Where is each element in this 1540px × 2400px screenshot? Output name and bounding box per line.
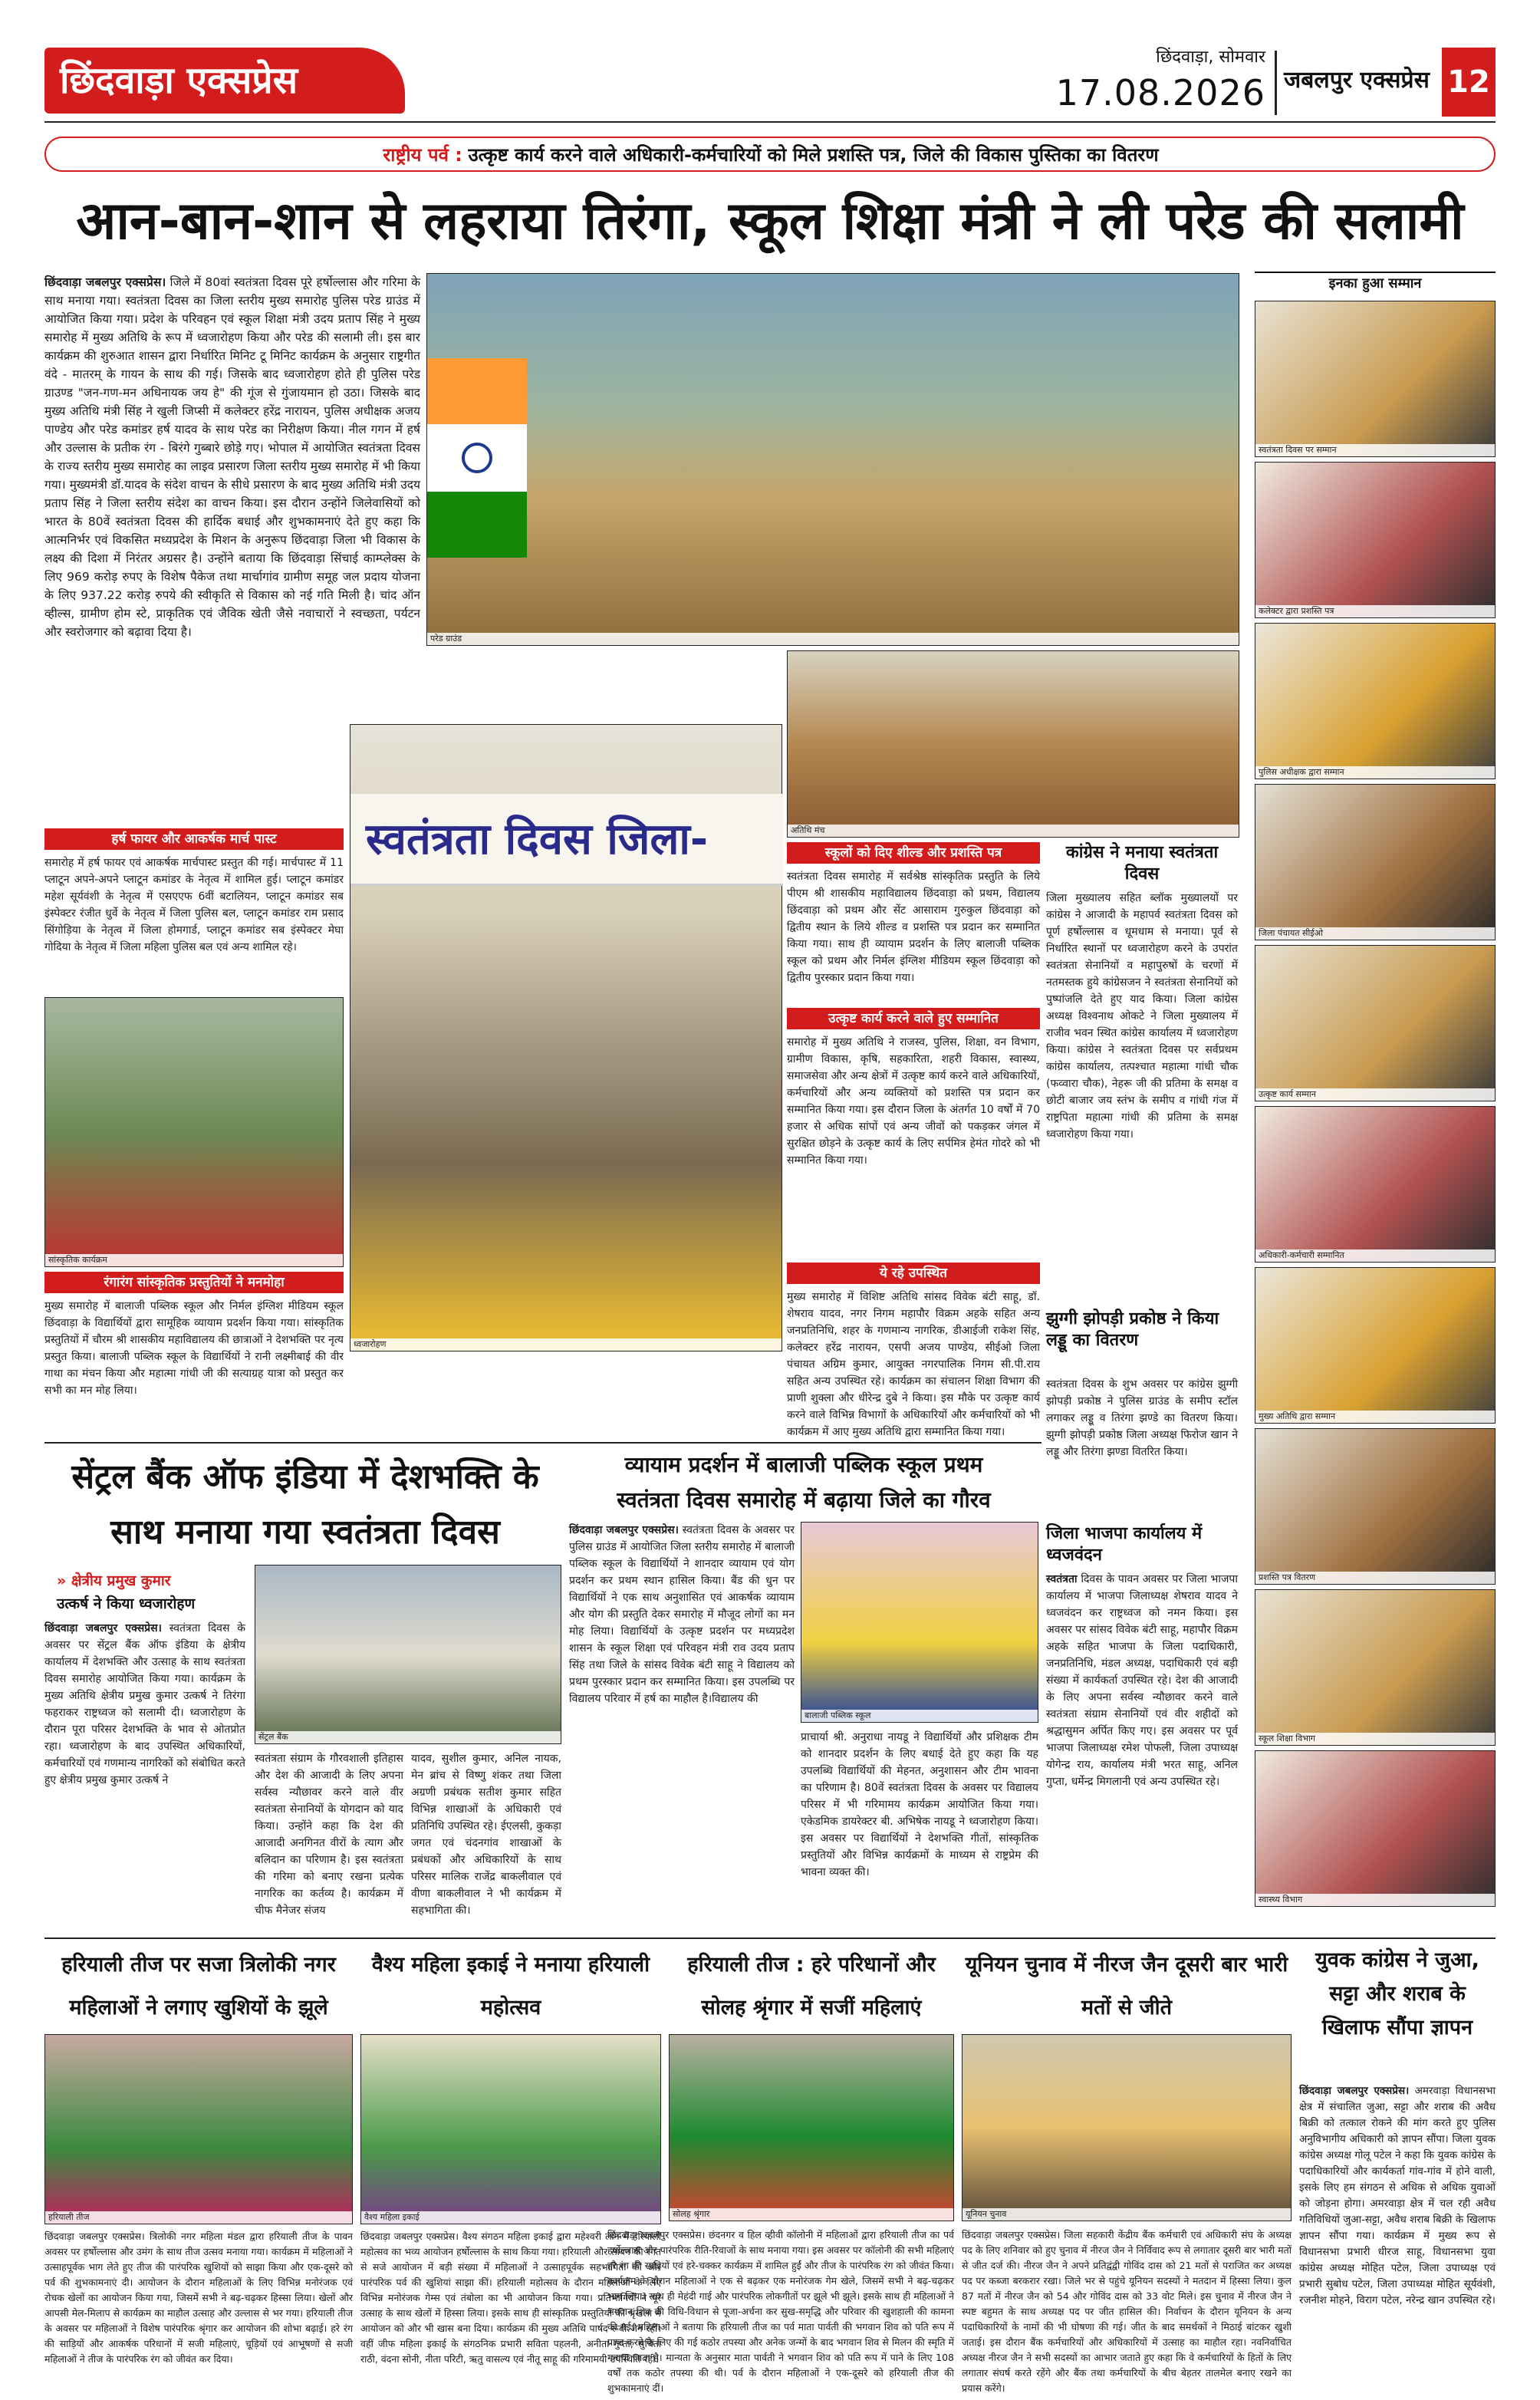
honor-photo bbox=[1255, 1750, 1496, 1907]
bottom-top-rule bbox=[44, 1937, 1496, 1939]
honor-photo-caption: कलेक्टर द्वारा प्रशस्ति पत्र bbox=[1255, 605, 1495, 617]
honor-photo bbox=[1255, 945, 1496, 1101]
union-photo-label: यूनियन चुनाव bbox=[962, 2208, 1291, 2221]
bank-subhead-2: उत्कर्ष ने किया ध्वजारोहण bbox=[57, 1595, 196, 1612]
honors-text: समारोह में मुख्य अतिथि ने राजस्व, पुलिस, शिक्षा, वन विभाग, ग्रामीण विकास, कृषि, सहकारिता, शहरी विकास, स्वास्थ्य, समाजसेवा और अन्य क्षेत्रों में उत्कृष्ट कार्य करने वाले अधिकारियों, कर्मचारियों और अन्य व्यक्तियों को प्रशस्ति पत्र प्रदान कर सम्मानित किया गया। इस दौरान जिला के अंतर्गत 10 वर्षों में 70 हजार से अधिक सांपों एवं अन्य जीवों को पकड़कर जंगल में सुरक्षित छोड़ने के उत्कृष्ट कार्य के लिए सर्पमित्र हेमंत गोदरे को भी सम्मानित किया गया। bbox=[787, 1036, 1040, 1167]
honor-photo bbox=[1255, 1589, 1496, 1746]
chakra-icon bbox=[462, 443, 492, 473]
honor-sidebar-title: इनका हुआ सम्मान bbox=[1328, 275, 1422, 291]
laddu-text: स्वतंत्रता दिवस के शुभ अवसर पर कांग्रेस झुग्गी झोपड़ी प्रकोष्ठ ने पुलिस ग्राउंड के समीप स्टॉल लगाकर लड्डू व तिरंगा झण्डे का वितरण किया। झुग्गी झोपड़ी प्रकोष्ठ जिला अध्यक्ष फिरोज खान ने लड्डू और तिरंगा झण्डा वितरित किया। bbox=[1046, 1378, 1238, 1458]
honor-photo bbox=[1255, 784, 1496, 940]
honor-photo-caption: जिला पंचायत सीईओ bbox=[1255, 927, 1495, 940]
masthead bbox=[0, 0, 1540, 129]
topic-banner-text bbox=[61, 140, 1480, 170]
stage-photo bbox=[787, 650, 1239, 838]
cultural-text: मुख्य समारोह में बालाजी पब्लिक स्कूल और निर्मल इंग्लिश मीडियम स्कूल छिंदवाड़ा के विद्यार्थियों द्वारा सामूहिक व्यायाम प्रदर्शन किया गया। सांस्कृतिक प्रस्तुतियों में चौरम श्री शासकीय महाविद्यालय की छात्राओं ने देशभक्ति पर नृत्य प्रस्तुत किया। बालाजी पब्लिक स्कूल के विद्यार्थियों ने रानी लक्ष्मीबाई की वीर गाथा का मंचन किया और महात्मा गांधी जी की सत्याग्रह यात्रा को प्रस्तुत कर सभी का मन मोह लिया। bbox=[44, 1300, 344, 1397]
trilok-photo bbox=[44, 2034, 353, 2224]
balaji-headline-2: स्वतंत्रता दिवस समारोह में बढ़ाया जिले का गौरव bbox=[617, 1487, 991, 1513]
parade-photo bbox=[426, 273, 1239, 646]
trilok-text: छिंदवाड़ा जबलपुर एक्सप्रेस। त्रिलोकी नगर महिला मंडल द्वारा हरियाली तीज के पावन अवसर पर हर्षोल्लास और उमंग के साथ तीज उत्सव मनाया गया। कार्यक्रम में महिलाओं ने उत्साहपूर्वक भाग लेते हुए तीज की पारंपरिक खुशियों को साझा किया और एक-दूसरे को पर्व की शुभकामनाएं दी। आयोजन के दौरान महिलाओं के लिए विभिन्न मनोरंजक एवं रोचक खेलों का आयोजन किया गया, जिसमें सभी ने बढ़-चढ़कर हिस्सा लिया। खेलों और आपसी मेल-मिलाप से कार्यक्रम का माहौल उत्साह और उल्लास से भर गया। हरियाली तीज के अवसर पर महिलाओं ने विशेष पारंपरिक श्रृंगार कर आयोजन की शोभा बढ़ाई। हरे रंग की साड़ियों और आकर्षक परिधानों में सजी महिलाएं, चूड़ियों एवं आभूषणों से सजी महिलाओं ने तीज के पारंपरिक रंग को जीवंत कर दिया। bbox=[44, 2230, 353, 2365]
bank-col-1-text: स्वतंत्रता दिवस के अवसर पर सेंट्रल बैंक ऑफ इंडिया के क्षेत्रीय कार्यालय में देशभक्ति और उत्साह के साथ स्वतंत्रता दिवस समारोह आयोजित किया गया। कार्यक्रम के मुख्य अतिथि क्षेत्रीय प्रमुख कुमार उत्कर्ष ने तिरंगा फहराकर राष्ट्रध्वज को सलामी दी। ध्वजारोहण के दौरान पूरा परिसर देशभक्ति के भाव से ओतप्रोत रहा। ध्वजारोहण के बाद उपस्थित अधिकारियों, कर्मचारियों एवं गणमान्य नागरिकों को संबोधित करते हुए क्षेत्रीय प्रमुख कुमार उत्कर्ष ने bbox=[44, 1622, 245, 1786]
balaji-col-1 bbox=[569, 1522, 795, 1931]
masthead-rule bbox=[44, 121, 1496, 123]
cultural-photo bbox=[44, 997, 344, 1267]
honor-photo bbox=[1255, 301, 1496, 457]
honor-photo bbox=[1255, 1106, 1496, 1263]
balaji-photo bbox=[801, 1522, 1038, 1723]
paper-name: जबलपुर एक्सप्रेस bbox=[1284, 67, 1430, 94]
union-text: छिंदवाड़ा जबलपुर एक्सप्रेस। जिला सहकारी केंद्रीय बैंक कर्मचारी एवं अधिकारी संघ के अध्यक्ष पद के लिए शनिवार को हुए चुनाव में नीरज जैन ने निर्विवाद रूप से लगातार दूसरी बार भारी मतों से जीत दर्ज की। नीरज जैन ने अपने प्रतिद्वंद्वी गोविंद दास को 21 मतों से पराजित कर अध्यक्ष पद पर कब्जा बरकरार रखा। जिले भर से पहुंचे यूनियन सदस्यों ने मतदान में हिस्सा लिया। कुल 87 मतों में नीरज जैन को 54 और गोविंद दास को 33 वोट मिले। इस चुनाव में नीरज जैन ने स्पष्ट बहुमत के साथ अध्यक्ष पद पर जीत हासिल की। निर्वाचन के दौरान यूनियन के अन्य पदाधिकारियों के नामों की भी घोषणा की गई। जीत के बाद समर्थकों ने मिठाई बांटकर खुशी जताई। इस दौरान बैंक कर्मचारियों और अधिकारियों में उत्साह का माहौल रहा। नवनिर्वाचित अध्यक्ष नीरज जैन ने सभी सदस्यों का आभार जताते हुए कहा कि वे कर्मचारियों के हितों के लिए लगातार संघर्ष करते रहेंगे और बैंक तथा कर्मचारियों के बीच बेहतर तालमेल बनाए रखने का प्रयास करेंगे। bbox=[962, 2229, 1292, 2394]
honor-photo bbox=[1255, 1267, 1496, 1424]
balaji-dateline: छिंदवाड़ा जबलपुर एक्सप्रेस। bbox=[569, 1524, 679, 1536]
balaji-col-2: प्राचार्या श्री. अनुराधा नायडू ने विद्यार्थियों और प्रशिक्षक टीम को शानदार प्रदर्शन के लिए बधाई देते हुए कहा कि यह उपलब्धि विद्यार्थियों की मेहनत, अनुशासन और टीम भावना का परिणाम है। 80वें स्वतंत्रता दिवस के अवसर पर विद्यालय परिसर में भी गरिमामय कार्यक्रम आयोजित किया गया। एकेडमिक डायरेक्टर बी. अभिषेक नायडू ने ध्वजारोहण किया। इस अवसर पर विद्यार्थियों ने देशभक्ति गीतों, सांस्कृतिक प्रस्तुतियों और विभिन्न कार्यक्रमों के माध्यम से राष्ट्रप्रेम की भावना व्यक्त की। bbox=[801, 1731, 1038, 1878]
bank-col-2: स्वतंत्रता संग्राम के गौरवशाली इतिहास और देश की आजादी के लिए अपना सर्वस्व न्यौछावर करने वाले वीर स्वतंत्रता सेनानियों के योगदान को याद किया। उन्होंने कहा कि देश की आजादी अनगिनत वीरों के त्याग और बलिदान का परिणाम है। इस स्वतंत्रता की गरिमा को बनाए रखना प्रत्येक नागरिक का कर्तव्य है। कार्यक्रम में चीफ मैनेजर संजय bbox=[255, 1753, 403, 1917]
honor-photo bbox=[1255, 623, 1496, 779]
bjp-body: दिवस के पावन अवसर पर जिला भाजपा कार्यालय में भाजपा जिलाध्यक्ष शेषराव यादव ने ध्वजवंदन कर राष्ट्रध्वज को नमन किया। इस अवसर पर सांसद विवेक बंटी साहू, महापौर विक्रम अहके सहित भाजपा के जिला पदाधिकारी, जनप्रतिनिधि, मंडल अध्यक्ष, पदाधिकारी एवं बड़ी संख्या में कार्यकर्ता उपस्थित रहे। देश की आजादी के लिए अपना सर्वस्व न्यौछावर करने वाले स्वतंत्रता संग्राम सेनानियों एवं वीर शहीदों को श्रद्धासुमन अर्पित किए गए। इस अवसर पर पूर्व भाजपा जिलाध्यक्ष रमेश पोफली, जिला उपाध्यक्ष योगेन्द्र राय, कार्यालय मंत्री भरत साहू, अनिल गुप्ता, धर्मेन्द्र मिगलानी एवं अन्य उपस्थित रहे। bbox=[1046, 1573, 1238, 1788]
honor-photo-caption: अधिकारी-कर्मचारी सम्मानित bbox=[1255, 1249, 1495, 1262]
balaji-headline-1: व्यायाम प्रदर्शन में बालाजी पब्लिक स्कूल प्रथम bbox=[624, 1452, 983, 1477]
present-text: मुख्य समारोह में विशिष्ट अतिथि सांसद विवेक बंटी साहू, डॉ. शेषराव यादव, नगर निगम महापौर विक्रम अहके सहित अन्य जनप्रतिनिधि, शहर के गणमान्य नागरिक, डीआईजी राकेश सिंह, कलेक्टर हरेंद्र नारायन, एसपी अजय पाण्डेय, सीईओ जिला पंचायत अग्रिम कुमार, आयुक्त नगरपालिक निगम सी.पी.राय सहित अन्य उपस्थित रहे। कार्यक्रम का संचालन शिक्षा विभाग की प्राणी शुक्ला और धीरेन्द्र दुबे ने किया। इस मौके पर उत्कृष्ट कार्य करने वाले विभिन्न विभागों के अधिकारियों और कर्मचारियों को भी कार्यक्रम में आए मुख्य अतिथि द्वारा सम्मानित किया गया। bbox=[787, 1291, 1040, 1438]
congress-heading: कांग्रेस ने मनाया स्वतंत्रता दिवस bbox=[1065, 843, 1219, 884]
vaishya-photo-label: वैश्य महिला इकाई bbox=[361, 2211, 660, 2224]
balaji-photo-label: बालाजी पब्लिक स्कूल bbox=[801, 1710, 1038, 1722]
bjp-dateline: स्वतंत्रता bbox=[1046, 1573, 1078, 1585]
vaishya-photo bbox=[360, 2034, 661, 2224]
youth-text bbox=[1299, 2083, 1496, 2382]
harsh-fire-heading: हर्ष फायर और आकर्षक मार्च पास्ट bbox=[44, 828, 344, 850]
honors-heading: उत्कृष्ट कार्य करने वाले हुए सम्मानित bbox=[787, 1008, 1040, 1029]
bank-top-rule bbox=[44, 1442, 1041, 1444]
bank-dateline: छिंदवाड़ा जबलपुर एक्सप्रेस। bbox=[44, 1622, 162, 1635]
main-headline: आन-बान-शान से लहराया तिरंगा, स्कूल शिक्षा मंत्री ने ली परेड की सलामी bbox=[76, 191, 1464, 252]
place-day: छिंदवाड़ा, सोमवार bbox=[1156, 48, 1265, 67]
bank-headline: सेंट्रल बैंक ऑफ इंडिया में देशभक्ति के साथ मनाया गया स्वतंत्रता दिवस bbox=[71, 1457, 539, 1552]
youth-headline: युवक कांग्रेस ने जुआ, सट्टा और शराब के खिलाफ सौंपा ज्ञापन bbox=[1315, 1948, 1479, 2040]
lead-dateline: छिंदवाड़ा जबलपुर एक्सप्रेस। bbox=[44, 275, 166, 289]
flag-hoisting-photo bbox=[350, 724, 782, 1351]
honor-photo-caption: पुलिस अधीक्षक द्वारा सम्मान bbox=[1255, 766, 1495, 779]
balaji-col-1-text: स्वतंत्रता दिवस के अवसर पर पुलिस ग्राउंड में आयोजित जिला स्तरीय समारोह में बालाजी पब्लिक स्कूल के विद्यार्थियों ने शानदार व्यायाम एवं योग प्रदर्शन कर प्रथम स्थान हासिल किया। बैंड की धुन पर विद्यार्थियों ने एक साथ अनुशासित एवं आकर्षक व्यायाम और योग की प्रस्तुति देकर समारोह में मौजूद लोगों का मन मोह लिया। विद्यार्थियों के उत्कृष्ट प्रदर्शन पर मध्यप्रदेश शासन के स्कूल शिक्षा एवं परिवहन मंत्री राव उदय प्रताप सिंह तथा जिले के सांसद विवेक बंटी साहू ने विद्यालय को प्रथम पुरस्कार प्रदान कर सम्मानित किया। इस उपलब्धि पर विद्यालय परिवार में हर्ष का माहौल है।विद्यालय की bbox=[569, 1524, 795, 1705]
trilok-headline: हरियाली तीज पर सजा त्रिलोकी नगर महिलाओं ने लगाए खुशियों के झूले bbox=[61, 1953, 336, 2020]
cultural-photo-label: सांस्कृतिक कार्यक्रम bbox=[45, 1254, 343, 1266]
honor-photo bbox=[1255, 1428, 1496, 1585]
honor-photo-caption: प्रशस्ति पत्र वितरण bbox=[1255, 1572, 1495, 1584]
teej-photo-label: सोलह श्रृंगार bbox=[670, 2208, 953, 2221]
trilok-photo-label: हरियाली तीज bbox=[45, 2211, 352, 2224]
present-heading: ये रहे उपस्थित bbox=[787, 1263, 1040, 1284]
honor-photo-caption: मुख्य अतिथि द्वारा सम्मान bbox=[1255, 1411, 1495, 1423]
youth-dateline: छिंदवाड़ा जबलपुर एक्सप्रेस। bbox=[1299, 2085, 1410, 2097]
bank-photo bbox=[255, 1565, 561, 1744]
shields-text: स्वतंत्रता दिवस समारोह में सर्वश्रेष्ठ सांस्कृतिक प्रस्तुति के लिये पीएम श्री शासकीय महाविद्यालय छिंदवाड़ा को प्रथम, विद्यालय छिंदवाड़ा को प्रथम और सेंट आसाराम गुरुकुल छिंदवाड़ा को द्वितीय स्थान के लिये शील्ड व प्रशस्ति पत्र प्रदान कर सम्मानित किया गया। साथ ही व्यायाम प्रदर्शन के लिए बालाजी पब्लिक स्कूल को प्रथम और निर्मल इंग्लिश मीडियम स्कूल छिंदवाड़ा को द्वितीय पुरस्कार प्रदान किया गया। bbox=[787, 871, 1040, 984]
honor-photo-caption: उत्कृष्ट कार्य सम्मान bbox=[1255, 1088, 1495, 1101]
section-title: छिंदवाड़ा एक्सप्रेस bbox=[60, 59, 298, 102]
parade-photo-label: परेड ग्राउंड bbox=[427, 633, 1239, 645]
event-banner-text: स्वतंत्रता दिवस जिला- bbox=[366, 815, 709, 864]
issue-date: 17.08.2026 bbox=[1055, 72, 1265, 114]
vaishya-text: छिंदवाड़ा जबलपुर एक्सप्रेस। वैश्य संगठन महिला इकाई द्वारा महेश्वरी लॉन में हरियाली महोत्सव का भव्य आयोजन हर्षोल्लास के साथ किया गया। हरियाली और सावन की रंगत से सजे आयोजन में बड़ी संख्या में महिलाओं ने उत्साहपूर्वक सहभागिता की और पारंपरिक पर्व की खुशियां साझा कीं। हरियाली महोत्सव के दौरान महिलाओं के लिए विभिन्न मनोरंजक गेम्स एवं तंबोला का भी आयोजन किया गया। प्रतिभागियों ने पूरे उत्साह के साथ खेलों में हिस्सा लिया। इसके साथ ही सांस्कृतिक प्रस्तुतियों की श्रृंखला में आयोजन को और भी खास बना दिया। कार्यक्रम की मुख्य अतिथि पार्षद रूबी जैन रहीं। वहीं जीफ महिला इकाई के संगठनिक प्रभारी सविता पहलनी, अनीता गुप्ता, सुचिता राठी, वंदना सोनी, नीता परिटी, ऋतु वासल्य एवं नीतू साहू की गरिमामयी उपस्थिति रही। bbox=[360, 2230, 661, 2365]
honor-photo-caption: स्वास्थ्य विभाग bbox=[1255, 1894, 1495, 1906]
vaishya-headline: वैश्य महिला इकाई ने मनाया हरियाली महोत्सव bbox=[371, 1953, 650, 2020]
masthead-divider bbox=[1275, 51, 1277, 115]
harsh-fire-text: समारोह में हर्ष फायर एवं आकर्षक मार्चपास्ट प्रस्तुत की गई। मार्चपास्ट में 11 प्लाटून अपने-अपने प्लाटून कमांडर के नेतृत्व में शामिल हुई। प्लाटून कमांडर महेश सूर्यवंशी के नेतृत्व में एसएएफ 6वीं बटालियन, प्लाटून कमांडर सब इंस्पेक्टर रंजीत धुर्वे के नेतृत्व में जिला पुलिस बल, प्लाटून कमांडर राम प्रसाद सिंगोड़िया के नेतृत्व में जिला होमगार्ड, प्लाटून कमांडर सब इंस्पेक्टर मेघा गोदिया के नेतृत्व में जिला महिला पुलिस बल एवं अन्य शामिल रहे। bbox=[44, 857, 344, 953]
bank-col-3: यादव, सुशील कुमार, अनिल नायक, मेन ब्रांच से विष्णु शंकर तथा जिला अग्रणी प्रबंधक सतीश कुमार सहित विभिन्न शाखाओं के अधिकारी एवं प्रतिनिधि उपस्थित रहे। ईएलसी, कुकड़ा जगत एवं चंदनगांव शाखाओं के प्रबंधकों और अधिकारियों के साथ परिसर मालिक राजेंद्र बाकलीवाल एवं वीणा बाकलीवाल ने भी कार्यक्रम में सहभागिता की। bbox=[411, 1753, 561, 1917]
teej-headline: हरियाली तीज : हरे परिधानों और सोलह श्रृंगार में सजीं महिलाएं bbox=[687, 1953, 936, 2020]
honor-photo-caption: स्वतंत्रता दिवस पर सम्मान bbox=[1255, 444, 1495, 456]
bank-photo-label: सेंट्रल बैंक bbox=[255, 1731, 561, 1743]
honor-photo bbox=[1255, 462, 1496, 618]
bank-col-1 bbox=[44, 1620, 245, 1931]
bjp-heading: जिला भाजपा कार्यालय में ध्वजवंदन bbox=[1046, 1524, 1203, 1565]
union-photo bbox=[962, 2034, 1292, 2221]
topic-label: राष्ट्रीय पर्व : bbox=[383, 144, 462, 166]
congress-text: जिला मुख्यालय सहित ब्लॉक मुख्यालयों पर कांग्रेस ने आजादी के महापर्व स्वतंत्रता दिवस को पूर्ण हर्षोल्लास व धूमधाम से मनाया। पूर्व से निर्धारित स्थानों पर ध्वजारोहण करने के उपरांत स्वतंत्रता सेनानियों व महापुरुषों के चरणों में नतमस्तक हुये कांग्रेसजन ने स्वतंत्रता सेनानियों को पुष्पांजलि देते हुए याद किया। जिला कांग्रेस अध्यक्ष विश्वनाथ ओकटे ने जिला मुख्यालय में राजीव भवन स्थित कांग्रेस कार्यालय में ध्वजारोहण किया। कांग्रेस ने स्वतंत्रता दिवस पर सर्वप्रथम कांग्रेस कार्यालय, तत्पश्चात महात्मा गांधी चौक (फव्वारा चौक), नेहरू जी की प्रतिमा के समक्ष व छोटी बाजार जय स्तंभ के समीप व गांधी गंज में राष्ट्रपिता महात्मा गांधी की प्रतिमा के समक्ष ध्वजारोहण किया गया। bbox=[1046, 892, 1238, 1141]
cultural-heading: रंगारंग सांस्कृतिक प्रस्तुतियों ने मनमोहा bbox=[44, 1272, 344, 1293]
bank-subhead-1: » क्षेत्रीय प्रमुख कुमार bbox=[57, 1572, 171, 1589]
page-number: 12 bbox=[1447, 64, 1490, 100]
youth-body: अमरवाड़ा विधानसभा क्षेत्र में संचालित जुआ, सट्टा और शराब की अवैध बिक्री को तत्काल रोकने की मांग करते हुए पुलिस अनुविभागीय अधिकारी को ज्ञापन सौंपा। जिला युवक कांग्रेस अध्यक्ष गोलू पटेल ने कहा कि युवक कांग्रेस के पदाधिकारियों और कार्यकर्ता गांव-गांव में होने वाली, इसके लिए हम संगठन से अधिक से अधिक युवाओं को जोड़ना होगा। अमरवाड़ा क्षेत्र में चल रही अवैध गतिविधियों जुआ-सट्टा, अवैध शराब बिक्री के खिलाफ ज्ञापन सौंपा गया। कार्यक्रम में मुख्य रूप से विधानसभा प्रभारी धीरज साहू, विधानसभा युवा कांग्रेस अध्यक्ष मोहित पटेल, जिला उपाध्यक्ष एवं प्रभारी सुबोध पटेल, जिला उपाध्यक्ष मोहित सूर्यवंशी, रजनीश मोहने, विराग पटेल, नरेन्द्र खान उपस्थित रहे। bbox=[1299, 2085, 1496, 2306]
stage-photo-label: अतिथि मंच bbox=[788, 825, 1239, 837]
honor-photo-caption: स्कूल शिक्षा विभाग bbox=[1255, 1733, 1495, 1745]
teej-text: छिंदवाड़ा जबलपुर एक्सप्रेस। छंदनगर व हिल व्हीवी कॉलोनी में महिलाओं द्वारा हरियाली तीज का पर्व हर्षोल्लास और पारंपरिक रीति-रिवाजों के साथ मनाया गया। इस अवसर पर कॉलोनी की सभी महिलाएं हरे रंग की साड़ियों एवं हरे-चक्कर कार्यक्रम में शामिल हुईं और तीज के पारंपरिक रंग को जीवंत किया। कार्यक्रम के दौरान महिलाओं ने एक से बढ़कर एक मनोरंजक गेम खेले, जिसमें सभी ने बढ़-चढ़कर भाग लिया। साथ ही मेहंदी गाई और पारंपरिक लोकगीतों पर झूले भी झूले। इसके साथ ही महिलाओं ने भगवान शिव की विधि-विधान से पूजा-अर्चना कर सुख-समृद्धि और परिवार की खुशहाली की कामना की गई। महिलाओं ने बताया कि हरियाली तीज का पर्व माता पार्वती की भगवान शिव को पति रूप में प्राप्त करने के लिए की गई कठोर तपस्या और अनेक जन्मों के बाद भगवान शिव से मिलन की स्मृति में मनाया जाता है। मान्यता के अनुसार माता पार्वती ने भगवान शिव को पति रूप में पाने के लिए 108 वर्षों तक कठोर तपस्या की थी। पर्व के दौरान महिलाओं ने एक-दूसरे को हरियाली तीज की शुभकामनाएं दीं। bbox=[607, 2229, 954, 2394]
bjp-text bbox=[1046, 1571, 1238, 1925]
shields-heading: स्कूलों को दिए शील्ड और प्रशस्ति पत्र bbox=[787, 842, 1040, 864]
flag-graphic bbox=[427, 358, 527, 558]
teej-photo bbox=[669, 2034, 954, 2221]
flag-photo-label: ध्वजारोहण bbox=[350, 1338, 782, 1351]
topic-text: उत्कृष्ट कार्य करने वाले अधिकारी-कर्मचारियों को मिले प्रशस्ति पत्र, जिले की विकास पुस्तिका का वितरण bbox=[468, 144, 1159, 166]
lead-text: जिले में 80वां स्वतंत्रता दिवस पूरे हर्षोल्लास और गरिमा के साथ मनाया गया। स्वतंत्रता दिवस का जिला स्तरीय मुख्य समारोह पुलिस परेड ग्राउंड में आयोजित किया गया। प्रदेश के परिवहन एवं स्कूल शिक्षा मंत्री उदय प्रताप सिंह ने मुख्य समारोह में मुख्य अतिथि के रूप में ध्वजारोहण किया और परेड की सलामी ली। इस बार कार्यक्रम की शुरुआत शासन द्वारा निर्धारित मिनिट टू मिनिट कार्यक्रम के अनुसार राष्ट्रगीत वंदे - मातरम् के गायन के साथ की गई। जिसके बाद ध्वजारोहण होते ही पुलिस परेड ग्राउण्ड "जन-गण-मन अधिनायक जय हे" की गूंज से गुंजायमान हो उठा। जिसके बाद मुख्य अतिथि मंत्री सिंह ने खुली जिप्सी में कलेक्टर हरेंद्र नारायन, पुलिस अधीक्षक अजय पाण्डेय और परेड कमांडर हर्ष यादव के साथ परेड का निरीक्षण किया। नील गगन में हर्ष और उल्लास के प्रतीक रंग - बिरंगे गुब्बारे छोड़े गए। भोपाल में आयोजित स्वतंत्रता दिवस के राज्य स्तरीय मुख्य समारोह का लाइव प्रसारण जिला स्तरीय मुख्य समारोह में भी किया गया। मुख्यमंत्री डॉ.यादव के संदेश वाचन के सीधे प्रसारण के बाद मुख्य अतिथि मंत्री उदय प्रताप सिंह ने जिला स्तरीय संदेश का वाचन किया। इस दौरान उन्होंने जिलेवासियों को भारत के 80वें स्वतंत्रता दिवस की हार्दिक बधाई और शुभकामनाएं देते हुए कहा कि आत्मनिर्भर एवं विकसित मध्यप्रदेश के मिशन के अनुरूप छिंदवाड़ा जिला भी विकास के लक्ष्य की दिशा में निरंतर अग्रसर है। उन्होंने बताया कि छिंदवाड़ा सिंचाई काम्प्लेक्स के लिए 969 करोड़ रुपए के विशेष पैकेज तथा मार्चागांव ग्रामीण समूह जल प्रदाय योजना के लिए 937.22 करोड़ रुपये की स्वीकृति से विकास को नई गति मिली है। चांद ऑन व्हील्स, ग्रामीण होम स्टे, प्राकृतिक एवं जैविक खेती जैसे नवाचारों ने स्वच्छता, पर्यटन और स्वरोजगार को बढ़ावा दिया है। bbox=[44, 275, 420, 639]
union-headline: यूनियन चुनाव में नीरज जैन दूसरी बार भारी मतों से जीते bbox=[965, 1953, 1288, 2020]
event-banner-sign bbox=[350, 794, 783, 886]
laddu-heading: झुग्गी झोपड़ी प्रकोष्ठ ने किया लड्डू का वितरण bbox=[1046, 1309, 1219, 1350]
